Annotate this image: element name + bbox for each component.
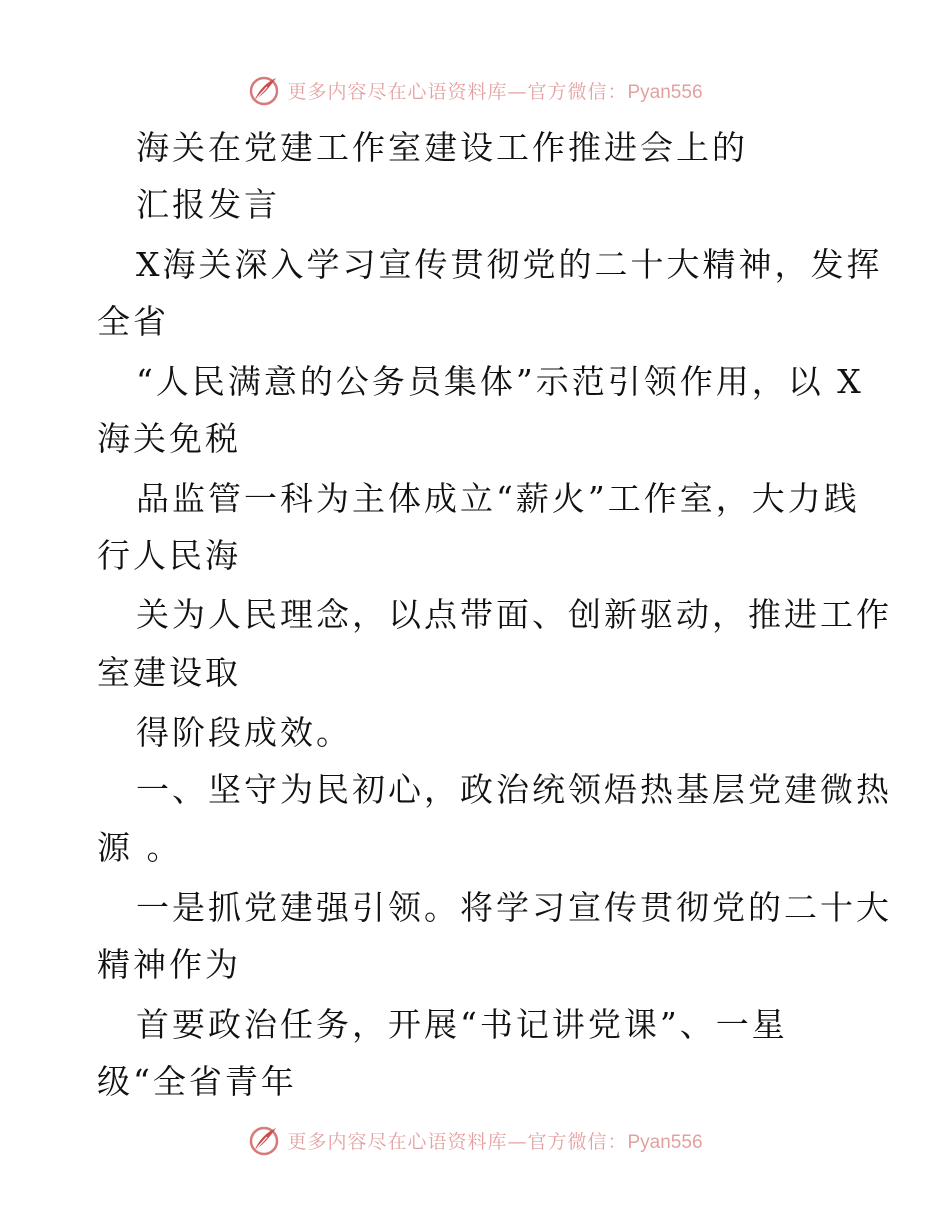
watermark-header: [0, 70, 950, 110]
paragraph-line: 室建设取: [97, 653, 241, 692]
paragraph-line: 精神作为: [97, 945, 241, 984]
paragraph-line: 得阶段成效。: [136, 713, 352, 752]
section-heading-line: 源 。: [97, 828, 183, 867]
paragraph-line: 海关免税: [97, 419, 241, 458]
paragraph-line: X海关深入学习宣传贯彻党的二十大精神，发挥: [136, 245, 883, 284]
paragraph-line: 全省: [97, 302, 169, 341]
paragraph-line: 级“全省青年: [97, 1062, 297, 1101]
quill-logo-icon: [247, 1123, 281, 1157]
paragraph-line: 行人民海: [97, 536, 241, 575]
paragraph-line: 一是抓党建强引领。将学习宣传贯彻党的二十大: [136, 888, 892, 927]
doc-title-line-1: 海关在党建工作室建设工作推进会上的: [136, 128, 748, 167]
paragraph-line: 首要政治任务，开展“书记讲党课”、一星: [136, 1005, 788, 1044]
watermark-text: 更多内容尽在心语资料库—官方微信：Pyan556: [287, 80, 703, 103]
paragraph-line: 关为人民理念，以点带面、创新驱动，推进工作: [136, 595, 892, 634]
paragraph-line: “人民满意的公务员集体”示范引领作用，以 X: [136, 362, 864, 401]
watermark-text: 更多内容尽在心语资料库—官方微信：Pyan556: [287, 1130, 703, 1153]
doc-title-line-2: 汇报发言: [136, 185, 280, 224]
quill-logo-icon: [247, 73, 281, 107]
section-heading-line: 一、坚守为民初心，政治统领焐热基层党建微热: [136, 770, 892, 809]
watermark-footer: [0, 1120, 950, 1160]
paragraph-line: 品监管一科为主体成立“薪火”工作室，大力践: [136, 479, 860, 518]
